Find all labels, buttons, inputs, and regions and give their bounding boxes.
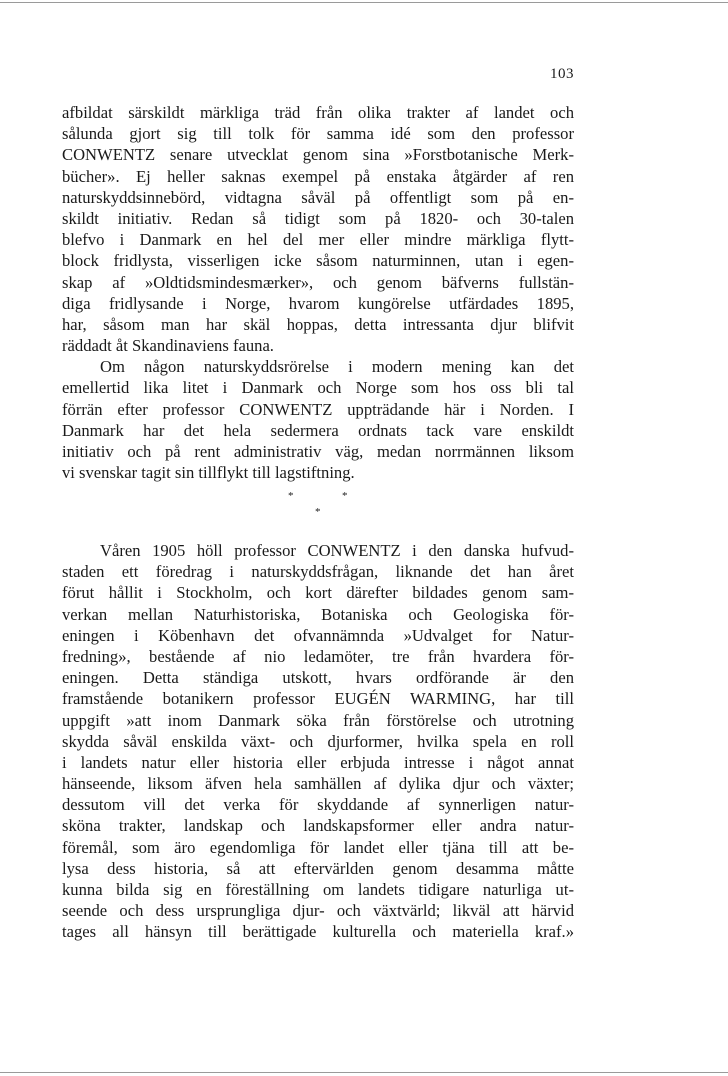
- text-line: CONWENTZ senare utvecklat genom sina »Forstbotanische Merk-: [62, 145, 574, 165]
- text-line: föremål, som äro egendomliga för landet eller tjäna till att be-: [62, 837, 574, 857]
- section-separator-asterisks: [270, 490, 370, 524]
- text-line: förut hållit i Stockholm, och kort därefter bildades genom sam-: [62, 583, 574, 603]
- text-line: lysa dess historia, så att eftervärlden genom desamma måtte: [62, 858, 574, 878]
- text-line: förrän efter professor CONWENTZ uppträdande här i Norden. I: [62, 399, 574, 419]
- text-line: framstående botanikern professor EUGÉN WARMING, har till: [62, 689, 574, 709]
- text-line: hänseende, liksom äfven hela samhällen af dylika djur och växter;: [62, 774, 574, 794]
- page-number: 103: [550, 66, 574, 82]
- text-line: bücher». Ej heller saknas exempel på enstaka åtgärder af ren: [62, 166, 574, 186]
- text-line: Danmark har det hela sedermera ordnats tack vare enskildt: [62, 420, 574, 440]
- text-line: skildt initiativ. Redan så tidigt som på 1820- och 30-talen: [62, 208, 574, 228]
- text-line: staden ett föredrag i naturskyddsfrågan, liknande det han året: [62, 562, 574, 582]
- text-line: kunna bilda sig en föreställning om landets tidigare naturliga ut-: [62, 880, 574, 899]
- text-line: fredning», bestående af nio ledamöter, tre från hvardera för-: [62, 646, 574, 666]
- text-line: räddadt åt Skandinaviens fauna.: [62, 336, 274, 356]
- text-line: har, såsom man har skäl hoppas, detta intressanta djur blifvit: [62, 314, 574, 334]
- text-line: eningen i Köbenhavn det ofvannämnda »Udvalget for Natur-: [62, 625, 574, 645]
- text-line: afbildat särskildt märkliga träd från olika trakter af landet och: [62, 103, 574, 122]
- text-line: sålunda gjort sig till tolk för samma idé som den professor: [62, 124, 574, 144]
- text-line: sköna trakter, landskap och landskapsformer eller andra natur-: [62, 816, 574, 836]
- text-line: emellertid lika litet i Danmark och Norge som hos oss bli tal: [62, 378, 574, 398]
- text-line: Om någon naturskyddsrörelse i modern mening kan det: [100, 357, 574, 377]
- text-line: blefvo i Danmark en hel del mer eller mindre märkliga flytt-: [62, 230, 574, 250]
- text-line: tages all hänsyn till berättigade kulturella och materiella kraf.»: [62, 922, 574, 942]
- text-line: skydda såväl enskilda växt- och djurformer, hvilka spela en roll: [62, 731, 574, 751]
- text-block-lower: [62, 540, 574, 943]
- text-line: block fridlysta, visserligen icke såsom naturminnen, utan i egen-: [62, 251, 574, 271]
- text-line: seende och dess ursprungliga djur- och växtvärld; likväl att härvid: [62, 901, 574, 921]
- text-line: initiativ och på rent administrativ väg, medan norrmännen liksom: [62, 442, 574, 461]
- scan-top-edge-rule: [0, 2, 728, 3]
- asterisk: *: [315, 506, 321, 518]
- text-line: i landets natur eller historia eller erbjuda intresse i något annat: [62, 752, 574, 772]
- text-line: skap af »Oldtidsmindesmærker», och genom bäfverns fullstän-: [62, 272, 574, 292]
- text-line: vi svenskar tagit sin tillflykt till lagstiftning.: [62, 463, 355, 483]
- text-line: uppgift »att inom Danmark söka från förstörelse och utrotning: [62, 710, 574, 730]
- text-line: naturskyddsinnebörd, vidtagna såväl på offentligt som på en-: [62, 187, 574, 207]
- text-line: verkan mellan Naturhistoriska, Botaniska och Geologiska för-: [62, 604, 574, 624]
- asterisk: *: [288, 490, 294, 502]
- text-block-upper: [62, 102, 574, 483]
- text-line: eningen. Detta ständiga utskott, hvars ordförande är den: [62, 668, 574, 688]
- paragraph-1: [62, 102, 574, 356]
- paragraph-2: [62, 356, 574, 483]
- asterisk: *: [342, 490, 348, 502]
- text-line: dessutom vill det verka för skyddande af synnerligen natur-: [62, 795, 574, 815]
- scan-bottom-edge-rule: [0, 1072, 728, 1073]
- paragraph-3: [62, 540, 574, 943]
- text-line: Våren 1905 höll professor CONWENTZ i den danska hufvud-: [100, 541, 574, 560]
- text-line: diga fridlysande i Norge, hvarom kungörelse utfärdades 1895,: [62, 293, 574, 313]
